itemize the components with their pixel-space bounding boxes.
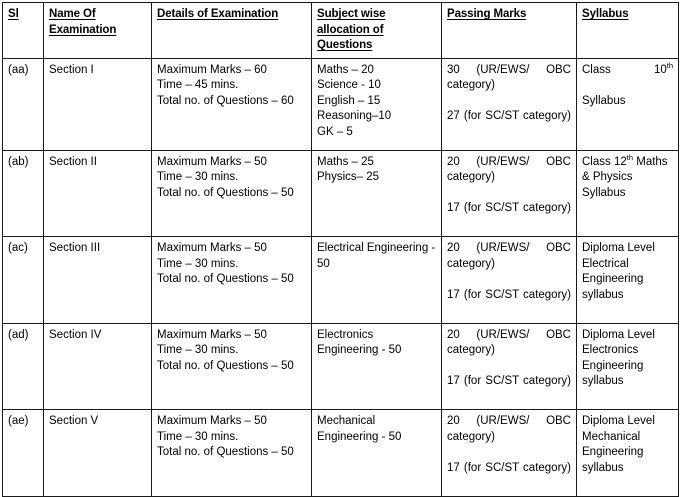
table-body bbox=[3, 58, 679, 496]
syllabus-ordinal-suffix: th bbox=[626, 152, 634, 162]
column-header-sl bbox=[3, 3, 44, 59]
cell-name: Section III bbox=[44, 237, 152, 324]
examination-scheme-table bbox=[2, 2, 679, 497]
subject-line: Reasoning–10 bbox=[317, 110, 392, 122]
cell-name: Section IV bbox=[44, 323, 152, 410]
column-header-details-of-examination-label: Details of Examination bbox=[157, 8, 279, 20]
header-row bbox=[3, 3, 679, 59]
passing-marks-general: 20 (UR/EWS/ OBC category) bbox=[447, 415, 571, 443]
passing-marks-general: 20 (UR/EWS/ OBC category) bbox=[447, 155, 571, 183]
syllabus-class-number: 10 bbox=[653, 63, 667, 76]
syllabus-ordinal-suffix: th bbox=[666, 60, 673, 70]
cell-passing-marks bbox=[442, 58, 577, 150]
cell-syllabus bbox=[577, 150, 679, 237]
syllabus-suffix: Syllabus bbox=[582, 94, 626, 107]
subject-line: Maths – 20 bbox=[317, 63, 374, 76]
details-total-questions: Total no. of Questions – 60 bbox=[157, 94, 294, 107]
details-total-questions: Total no. of Questions – 50 bbox=[157, 446, 294, 458]
cell-details bbox=[152, 410, 312, 497]
document-page bbox=[0, 2, 684, 474]
column-header-passing-marks bbox=[442, 3, 577, 59]
cell-sl: (ac) bbox=[3, 237, 44, 324]
passing-marks-general: 20 (UR/EWS/ OBC category) bbox=[447, 242, 571, 270]
subject-line: English – 15 bbox=[317, 94, 381, 107]
cell-sl: (ae) bbox=[3, 410, 44, 497]
cell-subject-allocation: Mechanical Engineering - 50 bbox=[312, 410, 442, 497]
cell-subject-allocation: Electrical Engineering - 50 bbox=[312, 237, 442, 324]
subject-line: Physics– 25 bbox=[317, 171, 380, 183]
cell-details bbox=[152, 237, 312, 324]
passing-marks-reserved: 17 (for SC/ST category) bbox=[447, 461, 571, 474]
syllabus-class-number: 12 bbox=[613, 155, 627, 168]
cell-name: Section I bbox=[44, 58, 152, 150]
passing-marks-reserved: 27 (for SC/ST category) bbox=[447, 110, 571, 122]
cell-passing-marks bbox=[442, 150, 577, 237]
cell-subject-allocation bbox=[312, 150, 442, 237]
syllabus-suffix: Maths & Physics Syllabus bbox=[582, 155, 668, 199]
details-time: Time – 30 mins. bbox=[157, 430, 239, 443]
column-header-subject-wise-allocation bbox=[312, 3, 442, 59]
cell-name: Section V bbox=[44, 410, 152, 497]
table-row bbox=[3, 237, 679, 324]
details-max-marks: Maximum Marks – 50 bbox=[157, 242, 267, 254]
table-row bbox=[3, 58, 679, 150]
table-row bbox=[3, 150, 679, 237]
details-time: Time – 30 mins. bbox=[157, 344, 239, 356]
cell-syllabus: Diploma Level Electrical Engineering syllabus bbox=[577, 237, 679, 324]
cell-name: Section II bbox=[44, 150, 152, 237]
details-time: Time – 30 mins. bbox=[157, 171, 239, 183]
column-header-name-of-examination bbox=[44, 3, 152, 59]
table-row bbox=[3, 323, 679, 410]
details-total-questions: Total no. of Questions – 50 bbox=[157, 273, 294, 285]
cell-sl: (aa) bbox=[3, 58, 44, 150]
details-max-marks: Maximum Marks – 50 bbox=[157, 328, 267, 341]
cell-sl: (ab) bbox=[3, 150, 44, 237]
column-header-details-of-examination bbox=[152, 3, 312, 59]
column-header-syllabus bbox=[577, 3, 679, 59]
cell-passing-marks bbox=[442, 237, 577, 324]
passing-marks-general: 20 (UR/EWS/ OBC category) bbox=[447, 328, 571, 356]
cell-sl: (ad) bbox=[3, 323, 44, 410]
passing-marks-reserved: 17 (for SC/ST category) bbox=[447, 288, 571, 301]
cell-syllabus bbox=[577, 58, 679, 150]
cell-details bbox=[152, 323, 312, 410]
details-time: Time – 45 mins. bbox=[157, 79, 239, 91]
details-total-questions: Total no. of Questions – 50 bbox=[157, 359, 294, 372]
details-time: Time – 30 mins. bbox=[157, 257, 239, 270]
cell-syllabus: Diploma Level Mechanical Engineering syllabus bbox=[577, 410, 679, 497]
details-max-marks: Maximum Marks – 50 bbox=[157, 155, 267, 168]
syllabus-text bbox=[582, 60, 673, 94]
details-max-marks: Maximum Marks – 50 bbox=[157, 415, 267, 427]
syllabus-prefix: Class bbox=[582, 155, 611, 168]
details-total-questions: Total no. of Questions – 50 bbox=[157, 186, 294, 199]
cell-syllabus: Diploma Level Electronics Engineering syllabus bbox=[577, 323, 679, 410]
column-header-passing-marks-label: Passing Marks bbox=[447, 8, 527, 20]
cell-details bbox=[152, 58, 312, 150]
cell-details bbox=[152, 150, 312, 237]
syllabus-prefix: Class bbox=[582, 63, 611, 76]
cell-subject-allocation bbox=[312, 58, 442, 150]
cell-subject-allocation: Electronics Engineering - 50 bbox=[312, 323, 442, 410]
passing-marks-reserved: 17 (for SC/ST category) bbox=[447, 202, 571, 214]
details-max-marks: Maximum Marks – 60 bbox=[157, 63, 267, 76]
subject-line: GK – 5 bbox=[317, 125, 353, 138]
column-header-syllabus-label: Syllabus bbox=[582, 8, 629, 20]
column-header-sl-label: Sl bbox=[8, 8, 19, 20]
subject-line: Science - 10 bbox=[317, 79, 381, 91]
cell-passing-marks bbox=[442, 410, 577, 497]
subject-line: Maths – 25 bbox=[317, 155, 374, 168]
cell-passing-marks bbox=[442, 323, 577, 410]
table-row bbox=[3, 410, 679, 497]
column-header-name-of-examination-label: Name Of Examination bbox=[49, 8, 117, 36]
passing-marks-reserved: 17 (for SC/ST category) bbox=[447, 375, 571, 387]
table-header bbox=[3, 3, 679, 59]
column-header-subject-wise-allocation-label: Subject wise allocation of Questions bbox=[317, 8, 386, 51]
passing-marks-general: 30 (UR/EWS/ OBC category) bbox=[447, 63, 571, 91]
